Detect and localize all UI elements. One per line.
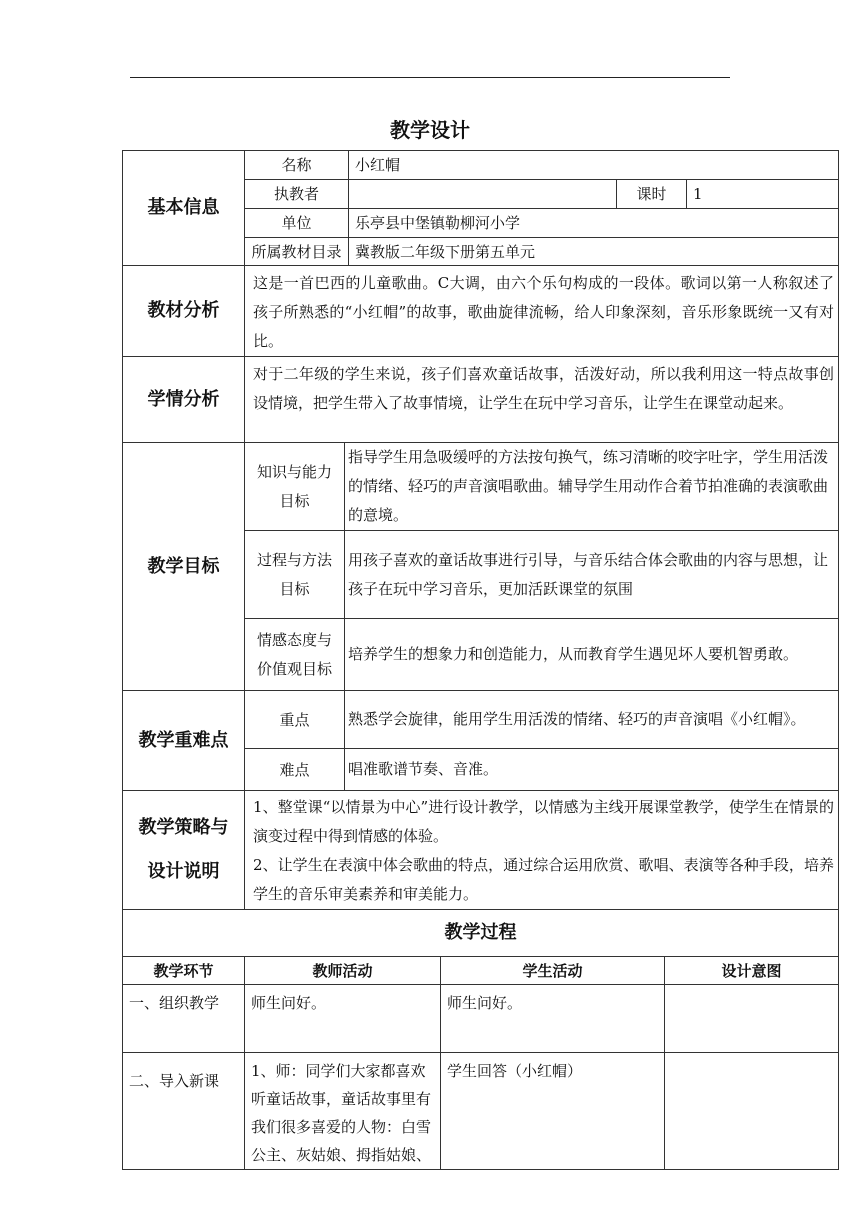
process-header-intent: 设计意图: [665, 957, 839, 985]
material-analysis-text: 这是一首巴西的儿童歌曲。C大调，由六个乐句构成的一段体。歌词以第一人称叙述了孩子所熟悉的“小红帽”的故事，歌曲旋律流畅，给人印象深刻，音乐形象既统一又有对比。: [245, 266, 839, 357]
difficulty-label: 难点: [245, 749, 345, 791]
difficulty-text: 唱准歌谱节奏、音准。: [345, 749, 839, 791]
process-row-teacher: 师生问好。: [245, 985, 441, 1053]
section-strategy: 教学策略与设计说明: [123, 791, 245, 910]
section-key-points: 教学重难点: [123, 691, 245, 791]
section-material-analysis: 教材分析: [123, 266, 245, 357]
goal-label-knowledge: 知识与能力目标: [245, 443, 345, 531]
process-row-student: 师生问好。: [441, 985, 665, 1053]
section-basic-info: 基本信息: [123, 151, 245, 266]
textbook-value: 冀教版二年级下册第五单元: [349, 238, 839, 266]
unit-value: 乐亭县中堡镇勒柳河小学: [349, 209, 839, 238]
strategy-text: 1、整堂课“以情景为中心”进行设计教学，以情感为主线开展课堂教学，使学生在情景的演变过程中得到情感的体验。 2、让学生在表演中体会歌曲的特点，通过综合运用欣赏、歌唱、表演等各种手段，培养学生的音乐审美素养和审美能力。: [245, 791, 839, 910]
goal-label-emotion: 情感态度与价值观目标: [245, 619, 345, 691]
name-value: 小红帽: [349, 151, 839, 180]
unit-label: 单位: [245, 209, 349, 238]
header-rule: [130, 77, 730, 78]
process-row-student: 学生回答（小红帽）: [441, 1053, 665, 1170]
process-row-teacher: 1、师：同学们大家都喜欢听童话故事，童话故事里有我们很多喜爱的人物：白雪公主、灰姑娘、拇指姑娘、: [245, 1053, 441, 1170]
process-header-student: 学生活动: [441, 957, 665, 985]
teacher-label: 执教者: [245, 180, 349, 209]
hours-value: 1: [687, 180, 839, 209]
section-student-analysis: 学情分析: [123, 357, 245, 443]
goal-text-knowledge: 指导学生用急吸缓呼的方法按句换气，练习清晰的咬字吐字，学生用活泼的情绪、轻巧的声音演唱歌曲。辅导学生用动作合着节拍准确的表演歌曲的意境。: [345, 443, 839, 531]
design-table: [122, 150, 839, 1170]
hours-label: 课时: [617, 180, 687, 209]
goal-text-process: 用孩子喜欢的童话故事进行引导，与音乐结合体会歌曲的内容与思想，让孩子在玩中学习音乐，更加活跃课堂的氛围: [345, 531, 839, 619]
process-header-teacher: 教师活动: [245, 957, 441, 985]
goal-label-process: 过程与方法目标: [245, 531, 345, 619]
name-label: 名称: [245, 151, 349, 180]
process-row-stage: 二、导入新课: [123, 1053, 245, 1170]
process-row-intent: [665, 985, 839, 1053]
textbook-label: 所属教材目录: [245, 238, 349, 266]
student-analysis-text: 对于二年级的学生来说，孩子们喜欢童话故事，活泼好动，所以我利用这一特点故事创设情境，把学生带入了故事情境，让学生在玩中学习音乐，让学生在课堂动起来。: [245, 357, 839, 443]
process-title: 教学过程: [123, 910, 839, 957]
section-teaching-goals: 教学目标: [123, 443, 245, 691]
focus-text: 熟悉学会旋律，能用学生用活泼的情绪、轻巧的声音演唱《小红帽》。: [345, 691, 839, 749]
teacher-value: [349, 180, 617, 209]
focus-label: 重点: [245, 691, 345, 749]
process-row-intent: [665, 1053, 839, 1170]
process-row-stage: 一、组织教学: [123, 985, 245, 1053]
document-title: 教学设计: [390, 118, 470, 142]
process-header-stage: 教学环节: [123, 957, 245, 985]
goal-text-emotion: 培养学生的想象力和创造能力，从而教育学生遇见坏人要机智勇敢。: [345, 619, 839, 691]
